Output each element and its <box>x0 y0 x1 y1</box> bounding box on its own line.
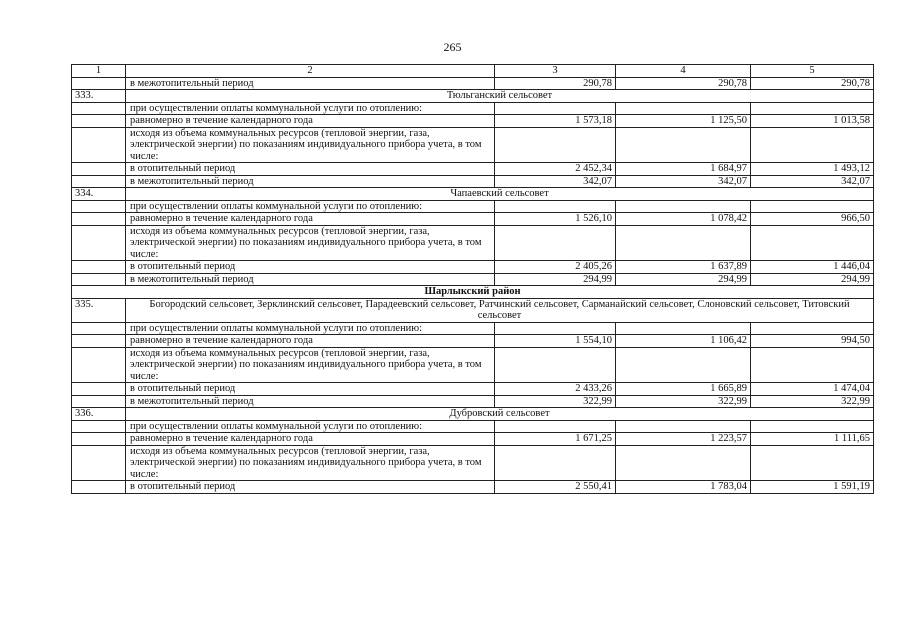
section-title: Дубровский сельсовет <box>126 408 874 421</box>
row-label: при осуществлении оплаты коммунальной услуги по отоплению: <box>126 102 495 115</box>
empty-cell <box>495 225 616 261</box>
table-row <box>72 433 874 446</box>
row-label: в отопительный период <box>126 163 495 176</box>
table-row <box>72 395 874 408</box>
row-label: исходя из объема коммунальных ресурсов (тепловой энергии, газа, электрической энергии) по показаниям индивидуального прибора учета, в том числе: <box>126 347 495 383</box>
row-label: исходя из объема коммунальных ресурсов (тепловой энергии, газа, электрической энергии) по показаниям индивидуального прибора учета, в том числе: <box>126 225 495 261</box>
value-cell: 1 783,04 <box>616 481 751 494</box>
row-index <box>72 163 126 176</box>
empty-cell <box>616 225 751 261</box>
note-row <box>72 225 874 261</box>
row-label: в межотопительный период <box>126 175 495 188</box>
table-row <box>72 77 874 90</box>
region-title: Шарлыкский район <box>72 286 874 299</box>
value-cell: 1 526,10 <box>495 213 616 226</box>
row-label: в отопительный период <box>126 481 495 494</box>
value-cell: 294,99 <box>495 273 616 286</box>
empty-cell <box>751 322 874 335</box>
empty-cell <box>495 347 616 383</box>
section-index: 336. <box>72 408 126 421</box>
row-label: исходя из объема коммунальных ресурсов (тепловой энергии, газа, электрической энергии) по показаниям индивидуального прибора учета, в том числе: <box>126 127 495 163</box>
note-row <box>72 420 874 433</box>
value-cell: 342,07 <box>616 175 751 188</box>
empty-cell <box>616 127 751 163</box>
value-cell: 2 452,34 <box>495 163 616 176</box>
section-index: 334. <box>72 188 126 201</box>
empty-cell <box>616 322 751 335</box>
table-row <box>72 115 874 128</box>
empty-cell <box>751 347 874 383</box>
row-index <box>72 335 126 348</box>
value-cell: 1 446,04 <box>751 261 874 274</box>
value-cell: 1 013,58 <box>751 115 874 128</box>
column-number: 3 <box>495 65 616 78</box>
value-cell: 1 665,89 <box>616 383 751 396</box>
empty-cell <box>616 102 751 115</box>
empty-cell <box>751 420 874 433</box>
section-title: Богородский сельсовет, Зерклинский сельсовет, Парадеевский сельсовет, Ратчинский сельсовет, Сарманайский сельсовет, Слоновский сельсовет, Титовский сельсовет <box>126 298 874 322</box>
row-index <box>72 481 126 494</box>
note-row <box>72 347 874 383</box>
section-index: 333. <box>72 90 126 103</box>
column-number: 4 <box>616 65 751 78</box>
value-cell: 1 106,42 <box>616 335 751 348</box>
table-row <box>72 481 874 494</box>
value-cell: 322,99 <box>616 395 751 408</box>
row-label: в отопительный период <box>126 383 495 396</box>
empty-cell <box>72 127 126 163</box>
row-label: равномерно в течение календарного года <box>126 433 495 446</box>
empty-cell <box>751 225 874 261</box>
row-label: равномерно в течение календарного года <box>126 115 495 128</box>
value-cell: 294,99 <box>751 273 874 286</box>
value-cell: 342,07 <box>495 175 616 188</box>
empty-cell <box>616 420 751 433</box>
value-cell: 966,50 <box>751 213 874 226</box>
row-index <box>72 77 126 90</box>
row-index <box>72 261 126 274</box>
section-row <box>72 408 874 421</box>
section-title: Тюльганский сельсовет <box>126 90 874 103</box>
empty-cell <box>72 102 126 115</box>
empty-cell <box>72 200 126 213</box>
empty-cell <box>751 127 874 163</box>
page-number: 265 <box>443 40 462 54</box>
table-row <box>72 273 874 286</box>
column-number: 1 <box>72 65 126 78</box>
section-row <box>72 298 874 322</box>
row-label: в межотопительный период <box>126 273 495 286</box>
section-row <box>72 188 874 201</box>
value-cell: 1 078,42 <box>616 213 751 226</box>
empty-cell <box>495 322 616 335</box>
column-number-row <box>72 65 874 78</box>
row-label: при осуществлении оплаты коммунальной услуги по отоплению: <box>126 322 495 335</box>
table-row <box>72 213 874 226</box>
section-row <box>72 90 874 103</box>
row-label: исходя из объема коммунальных ресурсов (тепловой энергии, газа, электрической энергии) по показаниям индивидуального прибора учета, в том числе: <box>126 445 495 481</box>
empty-cell <box>72 225 126 261</box>
row-label: равномерно в течение календарного года <box>126 213 495 226</box>
table-row <box>72 175 874 188</box>
value-cell: 322,99 <box>751 395 874 408</box>
empty-cell <box>72 445 126 481</box>
table-row <box>72 335 874 348</box>
row-index <box>72 175 126 188</box>
empty-cell <box>751 200 874 213</box>
row-index <box>72 273 126 286</box>
region-row <box>72 286 874 299</box>
value-cell: 1 493,12 <box>751 163 874 176</box>
row-label: в межотопительный период <box>126 395 495 408</box>
row-label: в отопительный период <box>126 261 495 274</box>
row-index <box>72 115 126 128</box>
note-row <box>72 200 874 213</box>
empty-cell <box>72 420 126 433</box>
empty-cell <box>616 200 751 213</box>
row-label: при осуществлении оплаты коммунальной услуги по отоплению: <box>126 200 495 213</box>
value-cell: 1 111,65 <box>751 433 874 446</box>
value-cell: 1 671,25 <box>495 433 616 446</box>
note-row <box>72 322 874 335</box>
note-row <box>72 102 874 115</box>
value-cell: 2 433,26 <box>495 383 616 396</box>
row-index <box>72 383 126 396</box>
empty-cell <box>495 102 616 115</box>
value-cell: 1 591,19 <box>751 481 874 494</box>
note-row <box>72 127 874 163</box>
row-label: при осуществлении оплаты коммунальной услуги по отоплению: <box>126 420 495 433</box>
empty-cell <box>616 347 751 383</box>
row-label: в межотопительный период <box>126 77 495 90</box>
empty-cell <box>616 445 751 481</box>
value-cell: 2 550,41 <box>495 481 616 494</box>
table-row <box>72 261 874 274</box>
value-cell: 994,50 <box>751 335 874 348</box>
table-row <box>72 383 874 396</box>
row-index <box>72 433 126 446</box>
value-cell: 1 554,10 <box>495 335 616 348</box>
value-cell: 1 223,57 <box>616 433 751 446</box>
section-title: Чапаевский сельсовет <box>126 188 874 201</box>
value-cell: 1 684,97 <box>616 163 751 176</box>
value-cell: 290,78 <box>751 77 874 90</box>
row-index <box>72 213 126 226</box>
row-index <box>72 395 126 408</box>
table-row <box>72 163 874 176</box>
value-cell: 2 405,26 <box>495 261 616 274</box>
column-number: 2 <box>126 65 495 78</box>
note-row <box>72 445 874 481</box>
empty-cell <box>72 347 126 383</box>
empty-cell <box>495 445 616 481</box>
empty-cell <box>751 445 874 481</box>
value-cell: 1 637,89 <box>616 261 751 274</box>
value-cell: 290,78 <box>616 77 751 90</box>
value-cell: 342,07 <box>751 175 874 188</box>
value-cell: 294,99 <box>616 273 751 286</box>
value-cell: 1 125,50 <box>616 115 751 128</box>
tariff-table <box>71 64 874 494</box>
value-cell: 1 573,18 <box>495 115 616 128</box>
empty-cell <box>72 322 126 335</box>
empty-cell <box>495 200 616 213</box>
column-number: 5 <box>751 65 874 78</box>
empty-cell <box>495 420 616 433</box>
value-cell: 322,99 <box>495 395 616 408</box>
empty-cell <box>495 127 616 163</box>
empty-cell <box>751 102 874 115</box>
value-cell: 290,78 <box>495 77 616 90</box>
value-cell: 1 474,04 <box>751 383 874 396</box>
row-label: равномерно в течение календарного года <box>126 335 495 348</box>
section-index: 335. <box>72 298 126 322</box>
